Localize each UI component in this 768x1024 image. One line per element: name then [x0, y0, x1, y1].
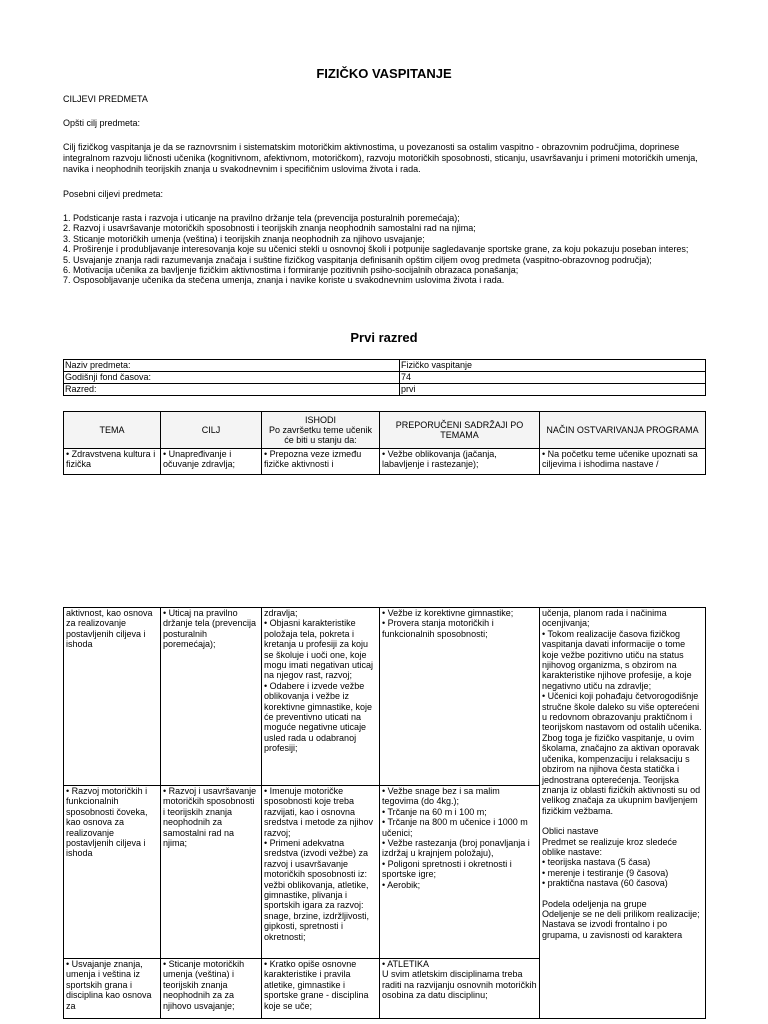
grade-value: prvi — [400, 384, 706, 396]
cell-cilj: • Razvoj i usavršavanje motoričkih sposobnosti i teorijskih znanja neophodnih za samostalni rad na njima; — [161, 786, 262, 959]
specific-goal-item: 5. Usvajanje znanja radi razumevanja značaja i suštine fizičkog vaspitanja definisanih opštim ciljem ovog predmeta (vaspitno-obrazovnog područja); — [63, 254, 652, 265]
forms-intro: Predmet se realizuje kroz sledeće oblike nastave: — [542, 836, 678, 857]
general-goal-text: Cilj fizičkog vaspitanja je da se raznovrsnim i sistematskim motoričkim aktivnostima, u povezanosti sa ostalim vaspitno - obrazovnim područjima, doprinese integralnom razvoju ličnosti učenika (kognitivnom, afektivnom, motoričkom), razvoju motoričkih sposobnosti, sticanju, usavršavanju i primeni motoričkih umenja, navika i neophodnih teorijskih znanja u svakodnevnim i specifičnim uslovima života i rada. — [63, 142, 698, 174]
subject-info-table — [63, 359, 706, 396]
hours-value: 74 — [400, 372, 706, 384]
document-title: FIZIČKO VASPITANJE — [316, 66, 452, 81]
cell-cilj: • Unapređivanje i očuvanje zdravlja; — [161, 449, 262, 475]
specific-goal-item: 7. Osposobljavanje učenika da stečena umenja, znanja i navike koriste u svakodnevnim uslovima života i rada. — [63, 275, 505, 286]
specific-goal-item: 4. Proširenje i produbljavanje interesovanja koje su učenici stekli u osnovnoj školi i potpunije sagledavanje sportske grane, za koju pokazuju poseban interes; — [63, 244, 689, 255]
header-nacin: NAČIN OSTVARIVANJA PROGRAMA — [540, 412, 706, 449]
cell-ishodi: zdravlja; • Objasni karakteristike položaja tela, pokreta i kretanja u profesiji za koju se školuje i uoči one, koje mogu imati negativan uticaj na njegov rast, razvoj; • Odabere i izvede vežbe oblikovanja i vežbe iz korektivne gimnastike, koje će preventivno uticati na moguće negativne uticaje usled rada u odabranoj profesiji; — [262, 608, 380, 786]
division-text: Podela odeljenja na grupe Odeljenje se ne deli prilikom realizacije; Nastava se izvodi frontalno i po grupama, u zavisnosti od karaktera — [542, 898, 700, 940]
specific-goal-item: 1. Podsticanje rasta i razvoja i uticanje na pravilno držanje tela (prevencija posturalnih poremećaja); — [63, 213, 460, 223]
cell-tema: • Razvoj motoričkih i funkcionalnih sposobnosti čoveka, kao osnova za realizovanje postavljenih ciljeva i ishoda — [64, 786, 161, 959]
cell-ishodi: • Prepozna veze između fizičke aktivnosti i — [262, 449, 380, 475]
hours-label: Godišnji fond časova: — [64, 372, 400, 384]
cell-tema: aktivnost, kao osnova za realizovanje postavljenih ciljeva i ishoda — [64, 608, 161, 786]
subject-label: Naziv predmeta: — [64, 360, 400, 372]
table-row — [64, 608, 706, 786]
cell-tema: • Zdravstvena kultura i fizička — [64, 449, 161, 475]
info-row — [64, 384, 706, 396]
header-ishodi: ISHODI Po završetku teme učenik će biti u stanju da: — [262, 412, 380, 449]
nacin-text: učenja, planom rada i načinima ocenjivanja; • Tokom realizacije časova fizičkog vaspitanja davati informacije o tome koje vežbe pozitivno utiču na status njihovog organizma, s obzirom na karakteristike njihove profesije, a koje negativno utiču na zdravlje; • Učenici koji pohađaju četvorogodišnje stručne škole daleko su više opterećeni u redovnom obrazovanju praktičnom i teorijskom nastavom od ostalih učenika. Zbog toga je fizičko vaspitanje, u ovim školama, značajno za aktivan oporavak učenika, kompenzaciju i relaksaciju s obzirom na njihova česta statička i jednostrana opterećenja. Teorijska znanja iz oblasti fizičkih aktivnosti su od velikog značaja za ukupnim bavljenjem fizičkim vežbama. — [542, 608, 702, 816]
specific-goal-item: 2. Razvoj i usavršavanje motoričkih sposobnosti i teorijskih znanja neophodnih samostalni rad na njima; — [63, 223, 476, 234]
program-table-header — [63, 411, 706, 475]
grade-label: Razred: — [64, 384, 400, 396]
cell-sadrzaji: • Vežbe iz korektivne gimnastike; • Provera stanja motoričkih i funkcionalnih sposobnosti; — [380, 608, 540, 786]
program-table-continued — [63, 607, 706, 1019]
header-cilj: CILJ — [161, 412, 262, 449]
general-goal-heading: Opšti cilj predmeta: — [63, 118, 141, 128]
info-row — [64, 360, 706, 372]
specific-goals-heading: Posebni ciljevi predmeta: — [63, 189, 164, 199]
specific-goal-item: 6. Motivacija učenika za bavljenje fizičkim aktivnostima i formiranje pozitivnih psiho-socijalnih obrazaca ponašanja; — [63, 265, 519, 276]
cell-tema: • Usvajanje znanja, umenja i veština iz sportskih grana i disciplina kao osnova za — [64, 959, 161, 1019]
cell-nacin-merged — [540, 608, 706, 1019]
goals-heading: CILJEVI PREDMETA — [63, 94, 148, 104]
subject-value: Fizičko vaspitanje — [400, 360, 706, 372]
cell-cilj: • Uticaj na pravilno držanje tela (prevencija posturalnih poremećaja); — [161, 608, 262, 786]
grade-title: Prvi razred — [350, 330, 418, 345]
header-row — [64, 412, 706, 449]
cell-sadrzaji: • ATLETIKA U svim atletskim disciplinama treba raditi na razvijanju osnovnih motoričkih osobina za datu disciplinu; — [380, 959, 540, 1019]
info-row — [64, 372, 706, 384]
header-sadrzaji: PREPORUČENI SADRŽAJI PO TEMAMA — [380, 412, 540, 449]
specific-goal-item: 3. Sticanje motoričkih umenja (veština) i teorijskih znanja neophodnih za njihovo usvajanje; — [63, 233, 425, 244]
forms-item: • teorijska nastava (5 časa) — [542, 857, 651, 868]
cell-sadrzaji: • Vežbe oblikovanja (jačanja, labavljenje i rastezanje); — [380, 449, 540, 475]
forms-item: • praktična nastava (60 časova) — [542, 878, 668, 889]
specific-goals-list — [63, 213, 699, 286]
forms-heading: Oblici nastave — [542, 826, 599, 837]
cell-ishodi: • Imenuje motoričke sposobnosti koje treba razvijati, kao i osnovna sredstva i metode za njihov razvoj; • Primeni adekvatna sredstva (izvodi vežbe) za razvoj i usavršavanje motoričkih sposobnosti iz: vežbi oblikovanja, atletike, gimnastike, plivanja i sportskih igara za razvoj: snage, brzine, izdržljivosti, gipkosti, spretnosti i okretnosti; — [262, 786, 380, 959]
cell-nacin: • Na početku teme učenike upoznati sa ciljevima i ishodima nastave / — [540, 449, 706, 475]
cell-ishodi: • Kratko opiše osnovne karakteristike i pravila atletike, gimnastike i sportske grane - disciplina koje se uče; — [262, 959, 380, 1019]
cell-cilj: • Sticanje motoričkih umenja (veština) i teorijskih znanja neophodnih za za njihovo usvajanje; — [161, 959, 262, 1019]
header-tema: TEMA — [64, 412, 161, 449]
table-row — [64, 449, 706, 475]
forms-item: • merenje i testiranje (9 časova) — [542, 867, 669, 878]
cell-sadrzaji: • Vežbe snage bez i sa malim tegovima (do 4kg.); • Trčanje na 60 m i 100 m; • Trčanje na 800 m učenice i 1000 m učenici; • Vežbe rastezanja (broj ponavljanja i izdržaj u krajnjem položaju), • Poligoni spretnosti i okretnosti i sportske igre; • Aerobik; — [380, 786, 540, 959]
